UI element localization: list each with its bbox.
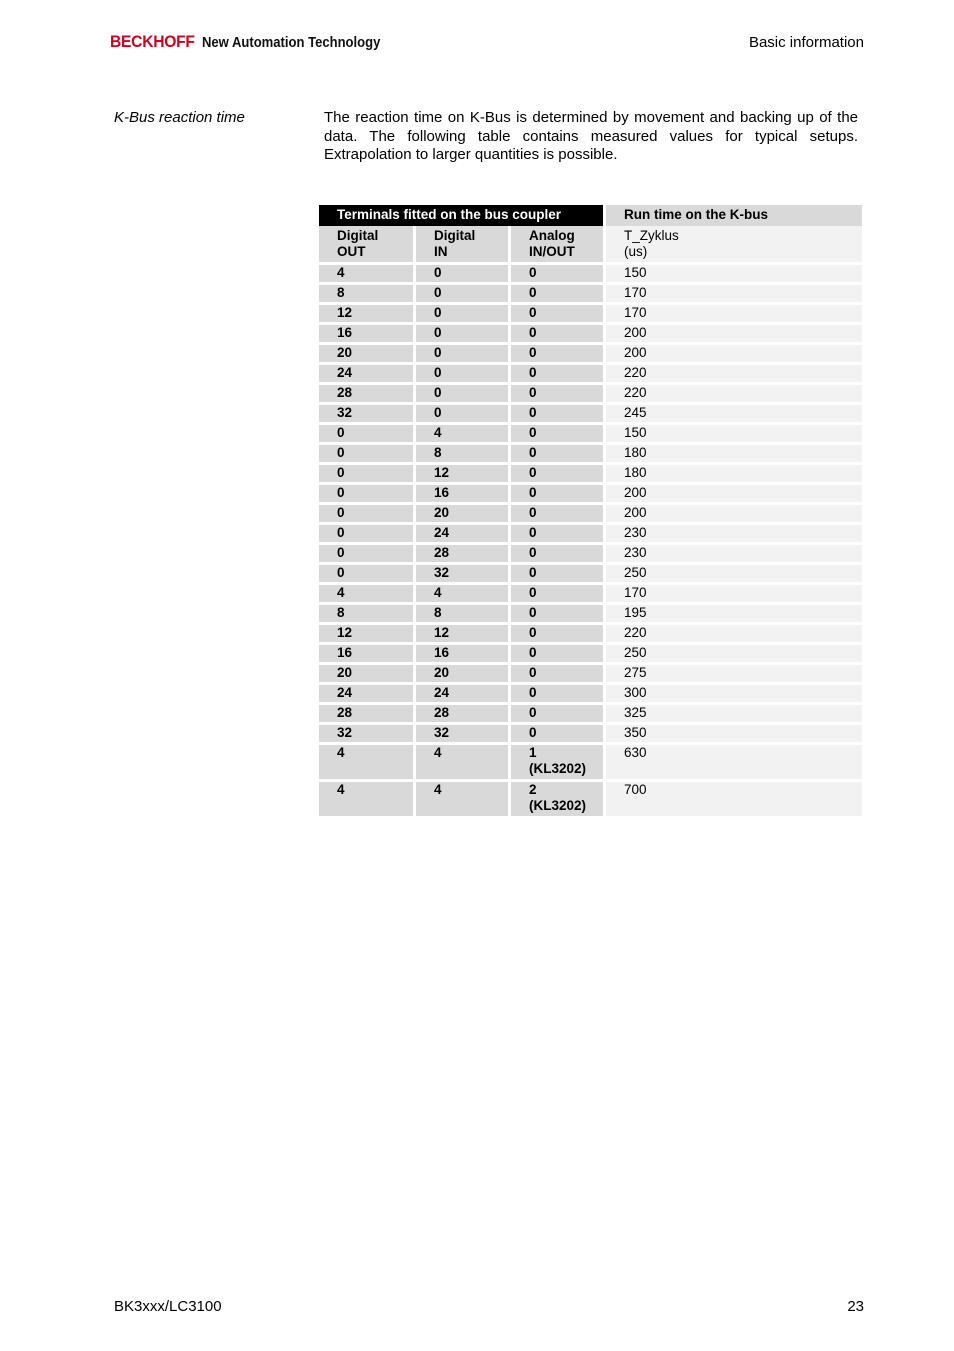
group-header: Terminals fitted on the bus coupler <box>319 205 603 226</box>
table-row <box>319 702 862 722</box>
table-cell: 24 <box>319 682 413 702</box>
table-cell: 2 (KL3202) <box>508 779 603 816</box>
table-cell: 700 <box>603 779 862 816</box>
table-cell: 0 <box>508 362 603 382</box>
table-cell: 0 <box>413 382 508 402</box>
table-cell: 200 <box>603 322 862 342</box>
table-row <box>319 522 862 542</box>
table-cell: 16 <box>319 642 413 662</box>
table-cell: 0 <box>508 642 603 662</box>
table-row <box>319 622 862 642</box>
footer-page-number: 23 <box>847 1298 864 1315</box>
table-cell: 32 <box>413 562 508 582</box>
table-cell: 275 <box>603 662 862 682</box>
table-cell: 0 <box>413 402 508 422</box>
table-row <box>319 502 862 522</box>
table-cell: 24 <box>413 522 508 542</box>
table-cell: 0 <box>413 342 508 362</box>
table-cell: 8 <box>413 602 508 622</box>
run-time-header: Run time on the K-bus <box>603 205 862 226</box>
table-cell: 230 <box>603 542 862 562</box>
table-cell: 32 <box>319 722 413 742</box>
table-group-header-row <box>319 205 862 226</box>
table-cell: 1 (KL3202) <box>508 742 603 779</box>
table-row <box>319 302 862 322</box>
table-cell: 0 <box>508 602 603 622</box>
table-cell: 32 <box>413 722 508 742</box>
table-row <box>319 422 862 442</box>
table-cell: 250 <box>603 642 862 662</box>
table-row <box>319 282 862 302</box>
table-cell: 0 <box>319 422 413 442</box>
table-cell: 4 <box>319 742 413 779</box>
table-cell: 8 <box>319 282 413 302</box>
col-header-digital-out: Digital OUT <box>319 226 413 262</box>
table-cell: 245 <box>603 402 862 422</box>
table-cell: 170 <box>603 302 862 322</box>
table-cell: 0 <box>413 362 508 382</box>
intro-paragraph: The reaction time on K-Bus is determined by movement and backing up of the data. The following table contains measured values for typical setups. Extrapolation to larger quantities is possible. <box>324 109 858 163</box>
table-cell: 200 <box>603 342 862 362</box>
table-cell: 220 <box>603 362 862 382</box>
table-cell: 0 <box>319 442 413 462</box>
table-cell: 8 <box>319 602 413 622</box>
table-cell: 16 <box>413 482 508 502</box>
table-cell: 0 <box>319 482 413 502</box>
table-cell: 28 <box>319 702 413 722</box>
table-cell: 0 <box>508 482 603 502</box>
table-cell: 0 <box>508 382 603 402</box>
table-row <box>319 722 862 742</box>
table-cell: 0 <box>508 262 603 282</box>
table-cell: 24 <box>319 362 413 382</box>
table-cell: 0 <box>413 322 508 342</box>
table-cell: 0 <box>508 422 603 442</box>
table-row <box>319 662 862 682</box>
col-header-analog: Analog IN/OUT <box>508 226 603 262</box>
table-cell: 0 <box>508 722 603 742</box>
kbus-reaction-table <box>319 205 862 816</box>
table-row <box>319 642 862 662</box>
table-cell: 0 <box>508 502 603 522</box>
table-body <box>319 262 862 816</box>
table-row <box>319 582 862 602</box>
table-cell: 0 <box>508 302 603 322</box>
table-cell: 220 <box>603 622 862 642</box>
table-cell: 170 <box>603 282 862 302</box>
table-cell: 0 <box>508 442 603 462</box>
table-cell: 8 <box>413 442 508 462</box>
table-cell: 20 <box>413 662 508 682</box>
table-cell: 220 <box>603 382 862 402</box>
table-cell: 300 <box>603 682 862 702</box>
table-row <box>319 742 862 779</box>
section-title: Basic information <box>748 34 864 51</box>
table-cell: 4 <box>413 779 508 816</box>
table-cell: 4 <box>319 779 413 816</box>
table-cell: 325 <box>603 702 862 722</box>
table-cell: 195 <box>603 602 862 622</box>
table-cell: 20 <box>319 662 413 682</box>
table-cell: 28 <box>413 702 508 722</box>
table-cell: 0 <box>319 542 413 562</box>
logo-tagline: New Automation Technology <box>202 35 381 51</box>
table-row <box>319 542 862 562</box>
table-cell: 200 <box>603 482 862 502</box>
table-cell: 0 <box>319 522 413 542</box>
table-cell: 0 <box>413 302 508 322</box>
table-cell: 350 <box>603 722 862 742</box>
table-cell: 0 <box>508 702 603 722</box>
table-cell: 0 <box>508 662 603 682</box>
table-row <box>319 602 862 622</box>
table-cell: 150 <box>603 422 862 442</box>
table-cell: 0 <box>508 282 603 302</box>
table-cell: 250 <box>603 562 862 582</box>
table-cell: 0 <box>508 342 603 362</box>
table-cell: 0 <box>319 502 413 522</box>
table-cell: 4 <box>319 582 413 602</box>
table-cell: 20 <box>319 342 413 362</box>
table-cell: 4 <box>319 262 413 282</box>
table-cell: 230 <box>603 522 862 542</box>
footer-doc-id: BK3xxx/LC3100 <box>114 1298 222 1315</box>
side-label: K-Bus reaction time <box>114 109 245 126</box>
table-cell: 630 <box>603 742 862 779</box>
table-cell: 12 <box>413 622 508 642</box>
table-cell: 0 <box>508 622 603 642</box>
table-cell: 150 <box>603 262 862 282</box>
table-row <box>319 462 862 482</box>
table-cell: 28 <box>413 542 508 562</box>
table-cell: 12 <box>319 302 413 322</box>
table-row <box>319 402 862 422</box>
logo-brand: BECKHOFF <box>110 32 195 51</box>
table-row <box>319 322 862 342</box>
table-cell: 0 <box>413 262 508 282</box>
table-column-header-row <box>319 226 862 262</box>
table-cell: 0 <box>319 562 413 582</box>
table-cell: 0 <box>508 522 603 542</box>
table-cell: 4 <box>413 742 508 779</box>
table-row <box>319 342 862 362</box>
table-row <box>319 262 862 282</box>
table-cell: 0 <box>508 582 603 602</box>
table-cell: 0 <box>413 282 508 302</box>
table-cell: 16 <box>413 642 508 662</box>
table-row <box>319 562 862 582</box>
table-cell: 12 <box>319 622 413 642</box>
table-cell: 180 <box>603 462 862 482</box>
table-row <box>319 482 862 502</box>
table-cell: 180 <box>603 442 862 462</box>
table-cell: 28 <box>319 382 413 402</box>
table-row <box>319 779 862 816</box>
table-cell: 170 <box>603 582 862 602</box>
table-cell: 0 <box>508 682 603 702</box>
table-cell: 4 <box>413 582 508 602</box>
table-cell: 0 <box>508 462 603 482</box>
table-row <box>319 362 862 382</box>
table-cell: 200 <box>603 502 862 522</box>
beckhoff-logo <box>110 32 400 52</box>
table-cell: 24 <box>413 682 508 702</box>
table-cell: 4 <box>413 422 508 442</box>
col-header-digital-in: Digital IN <box>413 226 508 262</box>
table-cell: 32 <box>319 402 413 422</box>
table-cell: 0 <box>319 462 413 482</box>
table-cell: 0 <box>508 542 603 562</box>
table-cell: 0 <box>508 562 603 582</box>
table-row <box>319 442 862 462</box>
table-cell: 20 <box>413 502 508 522</box>
col-header-cycle-time: T_Zyklus (us) <box>603 226 862 262</box>
table-row <box>319 382 862 402</box>
table-row <box>319 682 862 702</box>
table-cell: 0 <box>508 322 603 342</box>
table-cell: 12 <box>413 462 508 482</box>
table-cell: 16 <box>319 322 413 342</box>
table-cell: 0 <box>508 402 603 422</box>
